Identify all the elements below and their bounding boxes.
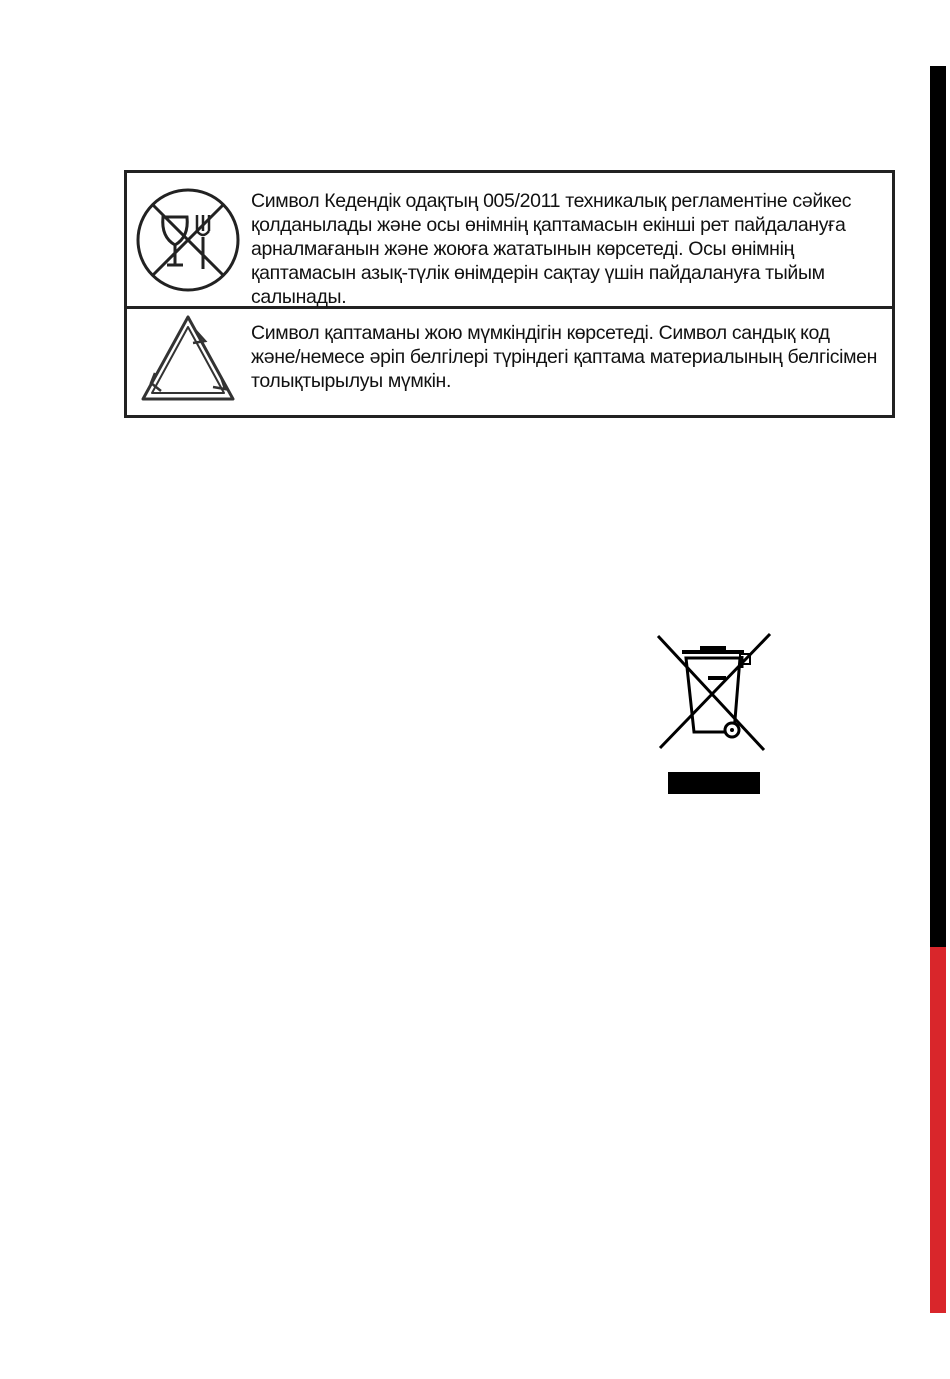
side-edge-bar-red	[930, 947, 946, 1313]
symbol-row-recycle	[127, 309, 892, 415]
crossed-out-wheelie-bin-icon	[652, 628, 774, 798]
weee-black-bar	[668, 772, 760, 794]
symbol-row-not-for-food	[127, 173, 892, 309]
side-edge-bar-black	[930, 66, 946, 947]
symbol-description: Символ Кедендік одақтың 005/2011 техникалық регламентіне сәйкес қолданылады және осы өнімнің қаптамасын екінші рет пайдалануға арналмағанын және жоюға жататынын көрсетеді. Осы өнімнің қаптамасын азық-түлік өнімдерін сақтау үшін пайдалануға тыйым салынады.	[251, 190, 852, 308]
symbols-table	[124, 170, 895, 418]
recycle-triangle-icon	[133, 307, 243, 417]
symbol-description: Символ қаптаманы жою мүмкіндігін көрсетеді. Символ сандық код және/немесе әріп белгілері түріндегі қаптама материалының белгісімен толықтырылуы мүмкін.	[251, 322, 878, 392]
not-for-food-icon	[133, 185, 243, 295]
